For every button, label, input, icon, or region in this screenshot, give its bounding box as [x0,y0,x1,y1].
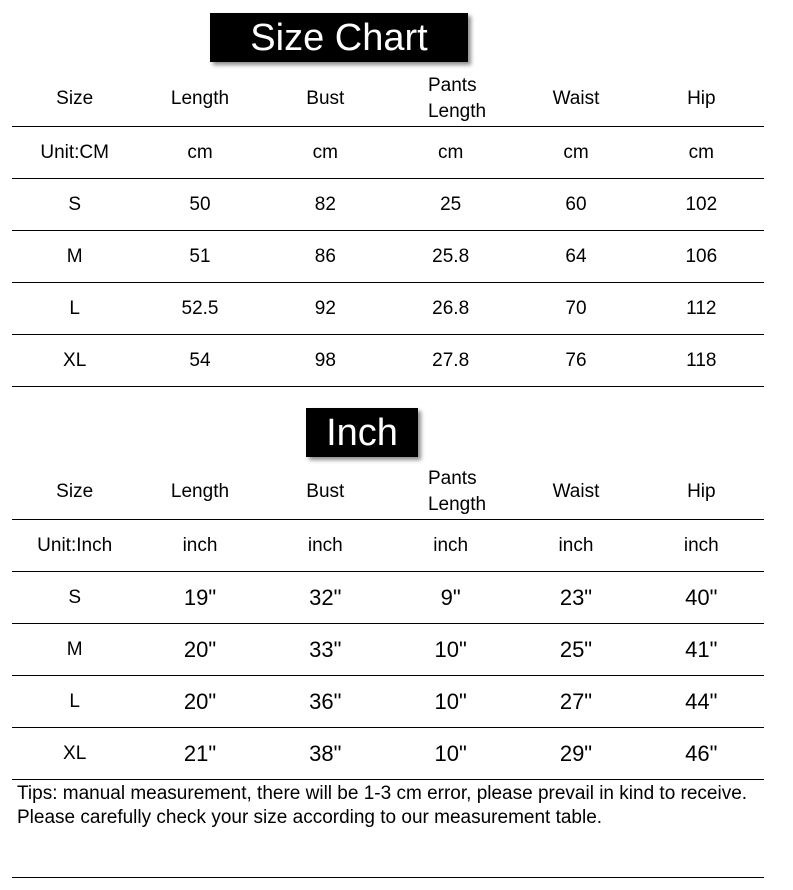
table-cell: 25.8 [388,231,513,283]
size-table-cm [12,72,764,387]
table-cell: cm [639,127,764,179]
tips-line-2: Please carefully check your size according to our measurement table. [17,807,603,828]
table-cell: 9" [388,572,513,624]
table-cell: 52.5 [137,283,262,335]
table-cell: Unit:CM [12,127,137,179]
size-chart-title: Size Chart [210,13,468,62]
table-cell: 76 [513,335,638,387]
table-cell: 82 [263,179,388,231]
table-row [12,624,764,676]
header-waist: Waist [513,465,638,520]
header-length: Length [137,465,262,520]
table-cell: 25" [513,624,638,676]
table-cell: 19" [137,572,262,624]
table-cell: L [12,283,137,335]
table-cell: S [12,179,137,231]
table-cell: 112 [639,283,764,335]
table-cell: 86 [263,231,388,283]
table-row [12,283,764,335]
header-hip: Hip [639,465,764,520]
table-row [12,676,764,728]
table-cell: 50 [137,179,262,231]
table-row [12,728,764,780]
header-row [12,72,764,127]
table-cell: 29" [513,728,638,780]
table-cell: 106 [639,231,764,283]
unit-row [12,127,764,179]
table-cell: XL [12,335,137,387]
table-cell: 118 [639,335,764,387]
header-hip: Hip [639,72,764,127]
table-cell: 46" [639,728,764,780]
table-cell: inch [137,520,262,572]
table-cell: 44" [639,676,764,728]
table-cell: 36" [263,676,388,728]
table-cell: 32" [263,572,388,624]
tips-line-1: Tips: manual measurement, there will be 1-3 cm error, please prevail in kind to receive. [17,783,748,804]
header-pants-length: Pants Length [388,72,513,127]
header-row [12,465,764,520]
table-cell: 10" [388,728,513,780]
table-cell: inch [639,520,764,572]
inch-title: Inch [306,408,418,457]
header-bust: Bust [263,72,388,127]
header-length: Length [137,72,262,127]
table-cell: L [12,676,137,728]
table-cell: M [12,231,137,283]
header-waist: Waist [513,72,638,127]
table-cell: Unit:Inch [12,520,137,572]
table-cell: 20" [137,624,262,676]
table-cell: 20" [137,676,262,728]
header-bust: Bust [263,465,388,520]
table-cell: inch [513,520,638,572]
table-cell: 27.8 [388,335,513,387]
table-cell: 10" [388,676,513,728]
table-cell: 70 [513,283,638,335]
table-cell: 102 [639,179,764,231]
tips-note [17,782,762,830]
table-cell: 98 [263,335,388,387]
table-cell: S [12,572,137,624]
table-row [12,179,764,231]
table-cell: 26.8 [388,283,513,335]
table-cell: cm [513,127,638,179]
table-cell: 64 [513,231,638,283]
unit-row [12,520,764,572]
table-cell: 60 [513,179,638,231]
table-cell: 21" [137,728,262,780]
table-cell: 33" [263,624,388,676]
table-cell: XL [12,728,137,780]
header-size: Size [12,465,137,520]
table-cell: cm [263,127,388,179]
size-table-inch [12,465,764,780]
table-cell: inch [263,520,388,572]
table-row [12,572,764,624]
table-cell: inch [388,520,513,572]
table-cell: 51 [137,231,262,283]
divider [12,877,764,878]
table-cell: 92 [263,283,388,335]
table-cell: cm [137,127,262,179]
table-cell: 25 [388,179,513,231]
table-cell: 41" [639,624,764,676]
table-cell: 54 [137,335,262,387]
header-size: Size [12,72,137,127]
table-cell: 27" [513,676,638,728]
table-cell: M [12,624,137,676]
table-cell: cm [388,127,513,179]
table-cell: 38" [263,728,388,780]
table-row [12,231,764,283]
table-cell: 10" [388,624,513,676]
table-cell: 23" [513,572,638,624]
table-row [12,335,764,387]
table-cell: 40" [639,572,764,624]
header-pants-length: Pants Length [388,465,513,520]
